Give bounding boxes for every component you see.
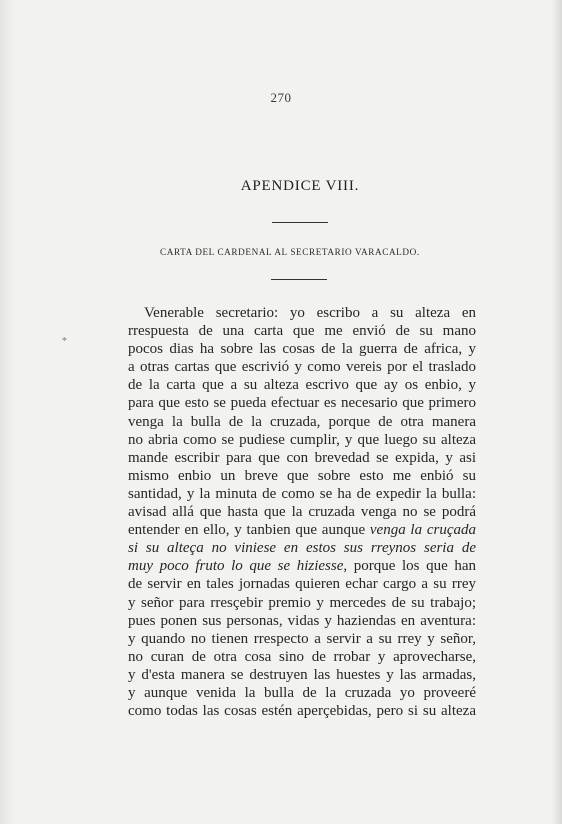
text-line: y quando no tienen rrespecto a servir a su rrey y señor, (128, 630, 476, 647)
text-line: no curan de otra cosa sino de rrobar y aprovecharse, (128, 648, 476, 665)
appendix-title: APENDICE VIII. (240, 178, 360, 194)
text-line: a otras cartas que escrivió y como vereis por el traslado (128, 359, 476, 376)
text-line: y señor para rresçebir premio y mercedes de su trabajo; (128, 594, 476, 611)
margin-mark: * (62, 336, 67, 347)
text-line: pocos dias ha sobre las cosas de la guerra de africa, y (128, 341, 476, 358)
page-number: 270 (270, 90, 292, 105)
text-line: muy poco fruto lo que se hiziesse, porque los que han (128, 558, 476, 575)
text-line: santidad, y la minuta de como se ha de expedir la bulla: (128, 485, 476, 502)
text-line: avisad allá que hasta que la cruzada venga no se podrá (128, 504, 476, 521)
heading-divider (271, 279, 327, 280)
text-line: mande escribir para que con brevedad se expida, y asi (128, 449, 476, 466)
text-line: pues ponen sus personas, vidas y haziendas en aventura: (128, 612, 476, 629)
text-line: de servir en tales jornadas quieren echar cargo a su rrey (128, 576, 476, 593)
text-line: para que esto se pueda efectuar es necesario que primero (128, 395, 476, 412)
text-line: y d'esta manera se destruyen las huestes y las armadas, (128, 666, 476, 683)
letter-heading: CARTA DEL CARDENAL AL SECRETARIO VARACALDO. (160, 247, 420, 257)
text-line: venga la bulla de la cruzada, porque de otra manera (128, 413, 476, 430)
text-line: si su alteça no viniese en estos sus rreynos seria de (128, 540, 476, 557)
letter-body (128, 304, 476, 720)
text-line: de la carta que a su alteza escrivo que ay os enbio, y (128, 377, 476, 394)
title-divider (272, 222, 328, 223)
text-line: como todas las cosas estén aperçebidas, pero si su alteza (128, 703, 476, 720)
text-line: no abria como se pudiese cumplir, y que luego su alteza (128, 431, 476, 448)
text-line: y aunque venida la bulla de la cruzada yo proveeré (128, 684, 476, 701)
text-line: mismo enbio un breve que sobre esto me enbió su (128, 467, 476, 484)
text-line: Venerable secretario: yo escribo a su alteza en (144, 305, 476, 321)
text-line: entender en ello, y tanbien que aunque venga la cruçada (128, 522, 476, 539)
text-line: rrespuesta de una carta que me envió de su mano (128, 323, 476, 340)
